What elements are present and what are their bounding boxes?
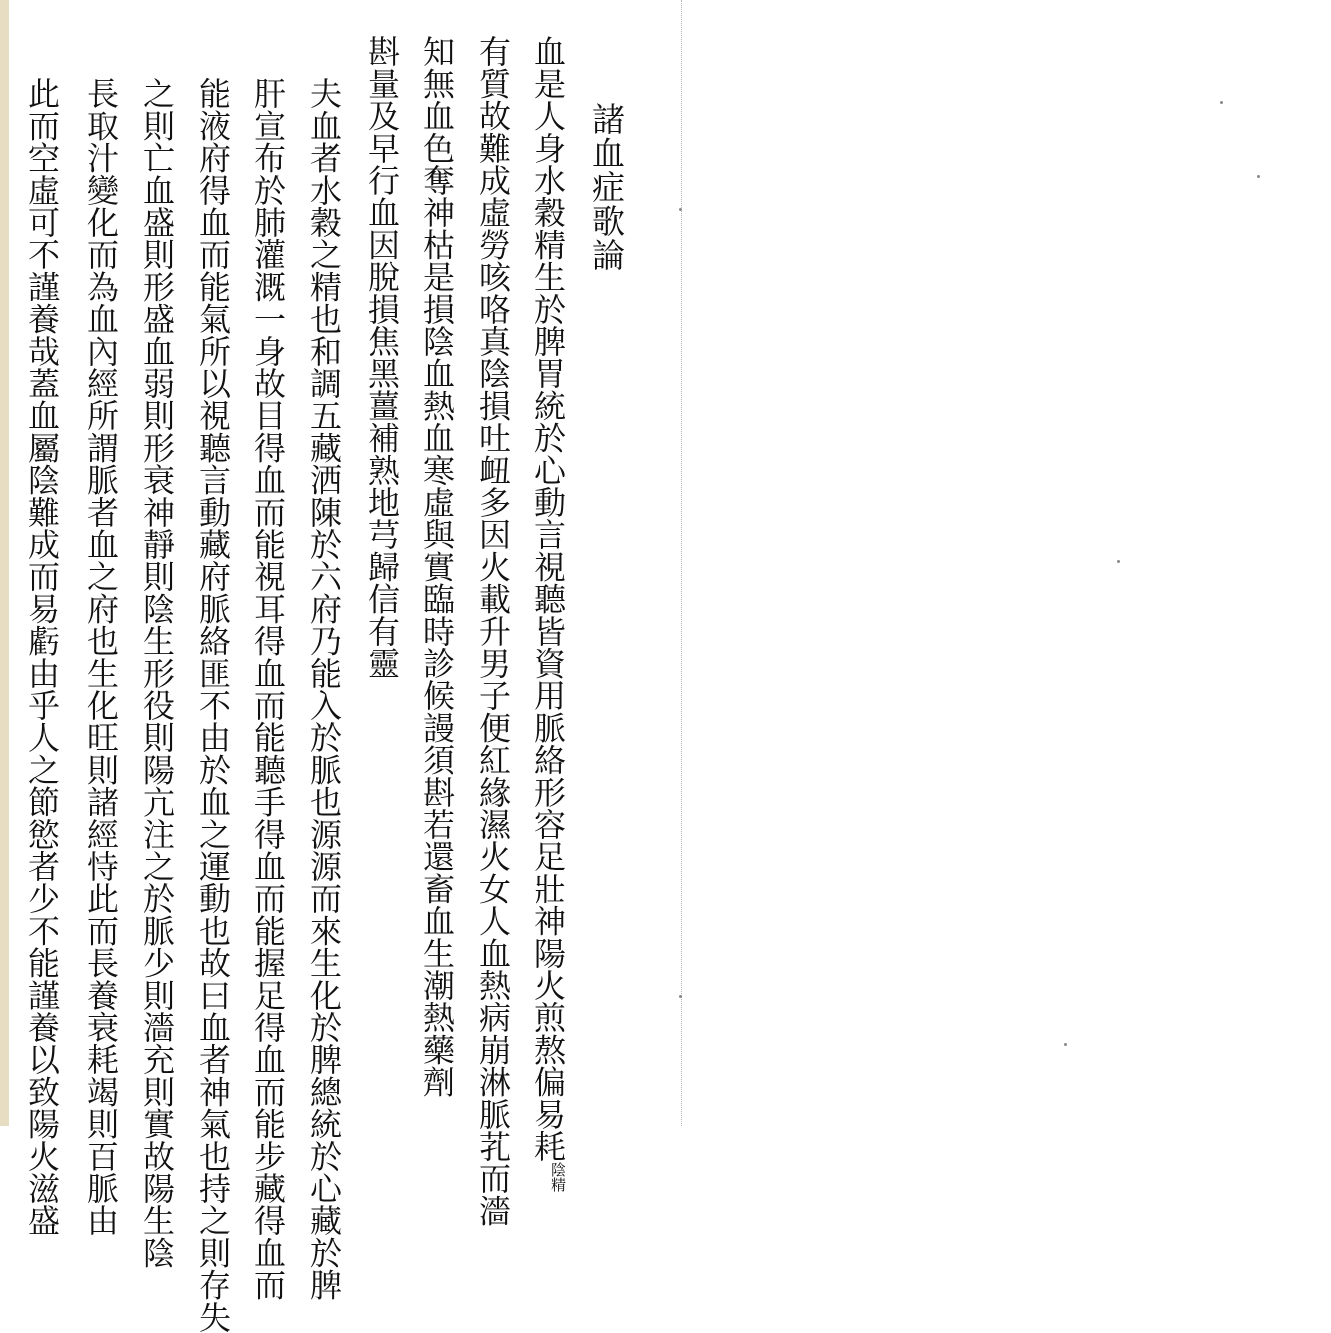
- paper-speck: [679, 995, 682, 998]
- interlinear-annotation: 陰精: [549, 1162, 567, 1192]
- paper-speck: [1064, 1043, 1067, 1046]
- text-column-8: 之則亡血盛則形盛血弱則形衰神靜則陰生形役則陽亢注之於脈少則濇充則實故陽生陰: [138, 77, 176, 1269]
- paper-speck: [1220, 101, 1223, 104]
- text-column-6: 肝宣布於肺灌溉一身故目得血而能視耳得血而能聽手得血而能握足得血而能步藏得血而: [249, 77, 287, 1301]
- text-column-10: 此而空虛可不謹養哉蓋血屬陰難成而易虧由乎人之節慾者少不能謹養以致陽火滋盛: [23, 77, 61, 1237]
- page-edge-strip: [0, 0, 9, 1126]
- text-column-1: [529, 35, 567, 1192]
- paper-speck: [1117, 560, 1120, 563]
- text-column-4: 斟量及早行血因脫損焦黑薑補熟地芎歸信有靈: [363, 35, 401, 679]
- text-column-9: 長取汁變化而為血內經所謂脈者血之府也生化旺則諸經恃此而長養衰耗竭則百脈由: [82, 77, 120, 1237]
- paper-speck: [1257, 175, 1260, 178]
- page-fold-line: [681, 0, 682, 1126]
- text-column-2: 有質故難成虛勞咳咯真陰損吐衄多因火載升男子便紅緣濕火女人血熱病崩淋脈芤而濇: [474, 35, 512, 1227]
- text-column-5: 夫血者水穀之精也和調五藏洒陳於六府乃能入於脈也源源而來生化於脾總統於心藏於脾: [305, 77, 343, 1301]
- chapter-title: 諸血症歌論: [587, 102, 626, 272]
- blank-facing-page: [683, 0, 1331, 1126]
- column-text: 血是人身水穀精生於脾胃統於心動言視聽皆資用脈絡形容足壯神陽火煎熬偏易耗: [529, 35, 567, 1162]
- text-column-3: 知無血色奪神枯是損陰血熱血寒虛與實臨時診候謾須斟若還畜血生潮熱藥劑: [418, 35, 456, 1098]
- paper-speck: [679, 208, 682, 211]
- text-column-7: 能液府得血而能氣所以視聽言動藏府脈絡匪不由於血之運動也故曰血者神氣也持之則存失: [194, 77, 232, 1333]
